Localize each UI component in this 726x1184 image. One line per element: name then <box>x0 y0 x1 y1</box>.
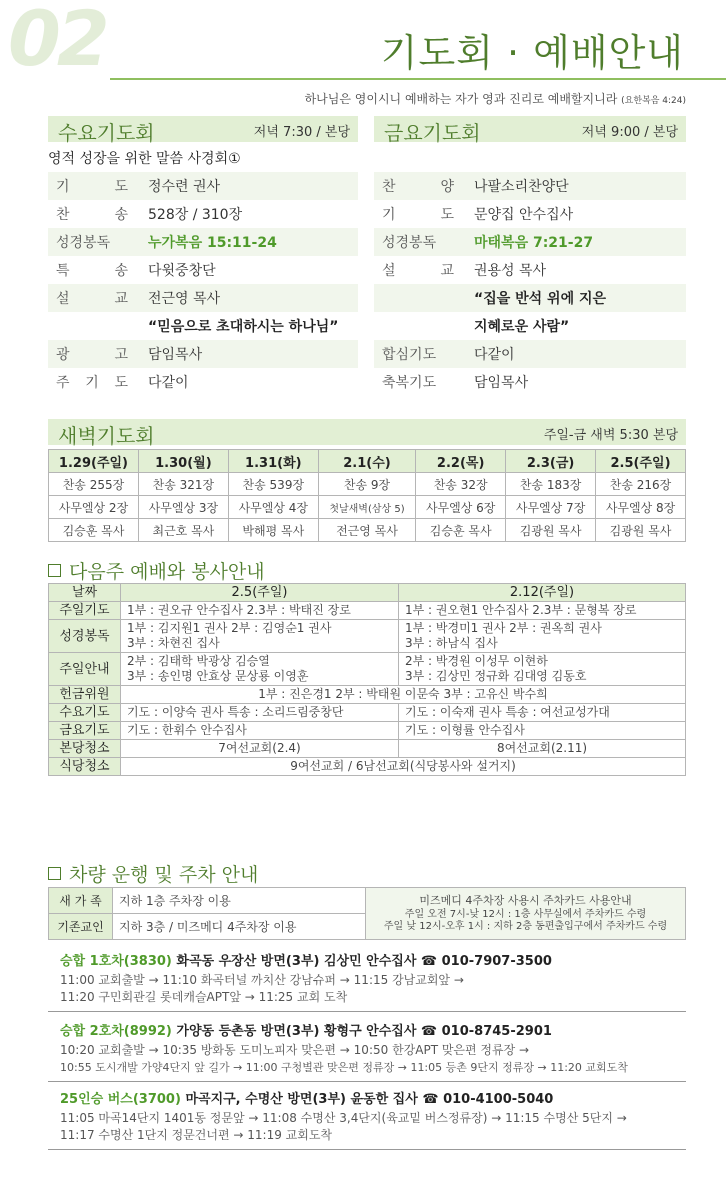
header-date-a: 2.5(주일) <box>121 584 399 602</box>
program-role: 성경봉독 <box>382 235 437 251</box>
row-label: 기존교인 <box>49 914 113 940</box>
dawn-cell-days: 1.30(월) <box>138 450 228 473</box>
program-row <box>374 172 686 200</box>
dawn-prayer-table <box>48 449 686 542</box>
program-row <box>374 284 686 312</box>
dawn-cell-texts: 사무엘상 4장 <box>228 496 318 519</box>
note-line: 주일 낮 12시-오후 1시 : 지하 2층 동편출입구에서 주차카드 수령 <box>383 920 668 932</box>
parking-card-note <box>366 888 686 940</box>
wed-prayer-time: 저녁 7:30 / 본당 <box>253 125 350 140</box>
dawn-prayer-time: 주일-금 새벽 5:30 본당 <box>543 428 678 443</box>
parking-table <box>48 887 686 940</box>
program-value: 다윗중창단 <box>148 263 216 279</box>
note-title: 미즈메디 4주차장 사용시 주차카드 사용안내 <box>419 893 632 907</box>
dawn-cell-days: 1.29(주일) <box>49 450 139 473</box>
program-value: “믿음으로 초대하시는 하나님” <box>148 319 339 335</box>
bus-stop-line: 11:20 구민회관길 롯데캐슬APT앞 → 11:25 교회 도착 <box>60 990 348 1004</box>
bus-name: 승합 1호차(3830) <box>60 954 172 969</box>
program-value: 528장 / 310장 <box>148 207 243 223</box>
table-row <box>49 519 686 542</box>
header-date-label: 날짜 <box>49 584 121 602</box>
cell-a: 7여선교회(2.4) <box>121 740 399 758</box>
bus-name: 승합 2호차(8992) <box>60 1024 172 1039</box>
dawn-cell-days: 2.2(목) <box>416 450 506 473</box>
dawn-cell-texts: 사무엘상 6장 <box>416 496 506 519</box>
bus-stop-line: 10:20 교회출발 → 10:35 방화동 도미노피자 맞은편 → 10:50 한강APT 맞은편 정류장 → <box>60 1043 530 1057</box>
row-label: 성경봉독 <box>49 620 121 653</box>
table-row <box>49 496 686 519</box>
service-table-header <box>49 584 686 602</box>
row-label: 헌금위원 <box>49 686 121 704</box>
program-row <box>48 368 358 396</box>
program-row <box>374 312 686 340</box>
table-row <box>49 602 686 620</box>
dawn-cell-days: 2.3(금) <box>506 450 596 473</box>
program-value: 다같이 <box>474 347 515 363</box>
parking-title <box>48 860 258 887</box>
bus-route <box>48 946 686 1012</box>
cell-a <box>121 620 399 653</box>
program-role: 설 교 <box>382 263 454 279</box>
program-value: 마태복음 7:21-27 <box>474 235 594 251</box>
program-value: 지혜로운 사람” <box>474 319 570 335</box>
table-row <box>49 473 686 496</box>
dawn-cell-preachers: 박해평 목사 <box>228 519 318 542</box>
dawn-cell-texts: 사무엘상 7장 <box>506 496 596 519</box>
bus-direction: 마곡지구, 수명산 방면(3부) <box>185 1092 346 1107</box>
program-row <box>374 256 686 284</box>
cell-merged: 1부 : 진은경1 2부 : 박태원 이문숙 3부 : 고유신 박수희 <box>121 686 686 704</box>
table-row <box>49 888 686 914</box>
wed-prayer-title: 수요기도회 <box>58 121 155 145</box>
program-value: 담임목사 <box>474 375 529 391</box>
program-role: 광 고 <box>56 347 128 363</box>
program-value: 나팔소리찬양단 <box>474 179 569 195</box>
program-role: 주 기 도 <box>56 375 128 391</box>
table-row <box>49 740 686 758</box>
program-row <box>374 228 686 256</box>
dawn-prayer-header <box>48 419 686 448</box>
dawn-cell-preachers: 김승훈 목사 <box>416 519 506 542</box>
bible-verse <box>305 90 686 107</box>
dawn-cell-preachers: 전근영 목사 <box>318 519 415 542</box>
program-role: 찬 양 <box>382 179 454 195</box>
dawn-cell-hymns: 찬송 216장 <box>596 473 686 496</box>
cell-value: 지하 1층 주차장 이용 <box>113 888 366 914</box>
cell-line: 3부 : 하남식 집사 <box>405 636 498 650</box>
cell-line: 1부 : 김지원1 권사 2부 : 김영순1 권사 <box>127 621 332 635</box>
bus-stop-line: 11:05 마곡14단지 1401동 정문앞 → 11:08 수명산 3,4단지(육교밑 버스정류장) → 11:15 수명산 5단지 → <box>60 1111 627 1125</box>
program-role: 합심기도 <box>382 347 437 363</box>
bus-driver: 김상민 안수집사 <box>323 954 417 969</box>
note-line: 주일 오전 7시-낮 12시 : 1층 사무실에서 주차카드 수령 <box>404 908 647 920</box>
program-row <box>374 368 686 396</box>
dawn-cell-hymns: 찬송 539장 <box>228 473 318 496</box>
program-value: 문양집 안수집사 <box>474 207 574 223</box>
bus-stop-line: 11:17 수명산 1단지 정문건너편 → 11:19 교회도착 <box>60 1128 333 1142</box>
program-row <box>48 312 358 340</box>
bus-route <box>48 1084 686 1150</box>
bus-header <box>60 1020 680 1039</box>
program-value: “집을 반석 위에 지은 <box>474 291 607 307</box>
row-label: 새 가 족 <box>49 888 113 914</box>
cell-b <box>399 620 686 653</box>
table-row <box>49 722 686 740</box>
cell-b: 기도 : 이형률 안수집사 <box>399 722 686 740</box>
dawn-cell-days: 1.31(화) <box>228 450 318 473</box>
fri-prayer-title: 금요기도회 <box>384 121 481 145</box>
program-role: 특 송 <box>56 263 128 279</box>
cell-line: 3부 : 김상민 정규화 김대영 김동호 <box>405 669 587 683</box>
next-week-title-text: 다음주 예배와 봉사안내 <box>69 561 265 583</box>
dawn-cell-hymns: 찬송 255장 <box>49 473 139 496</box>
dawn-cell-preachers: 김승훈 목사 <box>49 519 139 542</box>
row-label: 본당청소 <box>49 740 121 758</box>
program-row <box>48 284 358 312</box>
program-role: 기 도 <box>56 179 128 195</box>
bus-header <box>60 950 680 969</box>
wed-prayer-subtitle: 영적 성장을 위한 말씀 사경회① <box>48 151 241 167</box>
program-role: 설 교 <box>56 291 128 307</box>
bus-stop-line: 11:00 교회출발 → 11:10 화곡터널 까치산 강남슈퍼 → 11:15 강남교회앞 → <box>60 973 464 987</box>
bus-stop-line: 10:55 도시개발 가양4단지 앞 길가 → 11:00 구청별관 맞은편 정류장 → 11:05 등촌 9단지 정류장 → 11:20 교회도착 <box>60 1061 628 1074</box>
cell-a: 1부 : 권오규 안수집사 2.3부 : 박태진 장로 <box>121 602 399 620</box>
fri-prayer-header <box>374 116 686 145</box>
bus-phone[interactable]: ☎ 010-8745-2901 <box>420 1024 552 1039</box>
table-row <box>49 620 686 653</box>
service-table <box>48 583 686 776</box>
page-title: 기도회 · 예배안내 <box>380 31 684 75</box>
table-row <box>49 686 686 704</box>
program-value: 다같이 <box>148 375 189 391</box>
bus-route <box>48 1016 686 1082</box>
program-role: 성경봉독 <box>56 235 111 251</box>
bus-driver: 윤동한 집사 <box>350 1092 418 1107</box>
dawn-cell-hymns: 찬송 32장 <box>416 473 506 496</box>
dawn-cell-days: 2.5(주일) <box>596 450 686 473</box>
bus-header <box>60 1088 680 1107</box>
header-date-b: 2.12(주일) <box>399 584 686 602</box>
dawn-cell-days: 2.1(수) <box>318 450 415 473</box>
bus-phone[interactable]: ☎ 010-7907-3500 <box>420 954 552 969</box>
cell-a: 기도 : 이양숙 권사 특송 : 소리드림중창단 <box>121 704 399 722</box>
table-row <box>49 704 686 722</box>
checkbox-square-icon <box>48 867 61 880</box>
dawn-prayer-title: 새벽기도회 <box>58 424 155 448</box>
program-role: 찬 송 <box>56 207 128 223</box>
bus-driver: 황형구 안수집사 <box>323 1024 417 1039</box>
program-role: 축복기도 <box>382 375 437 391</box>
bus-name: 25인승 버스(3700) <box>60 1092 181 1107</box>
row-label: 식당청소 <box>49 758 121 776</box>
verse-reference: (요한복음 4:24) <box>621 96 686 106</box>
table-row <box>49 450 686 473</box>
program-value: 누가복음 15:11-24 <box>148 235 277 251</box>
dawn-cell-texts: 사무엘상 2장 <box>49 496 139 519</box>
cell-line: 3부 : 송인명 안효상 문상룡 이영훈 <box>127 669 309 683</box>
fri-prayer-order <box>374 172 686 396</box>
cell-value: 지하 3층 / 미즈메디 4주차장 이용 <box>113 914 366 940</box>
verse-text: 하나님은 영이시니 예배하는 자가 영과 진리로 예배할지니라 <box>304 92 618 106</box>
dawn-cell-hymns: 찬송 183장 <box>506 473 596 496</box>
bus-phone[interactable]: ☎ 010-4100-5040 <box>422 1092 554 1107</box>
program-value: 전근영 목사 <box>148 291 221 307</box>
row-label: 주일기도 <box>49 602 121 620</box>
dawn-cell-preachers: 김광원 목사 <box>596 519 686 542</box>
wed-prayer-order <box>48 172 358 396</box>
program-row <box>374 200 686 228</box>
program-row <box>374 340 686 368</box>
fri-prayer-time: 저녁 9:00 / 본당 <box>581 125 678 140</box>
program-value: 담임목사 <box>148 347 203 363</box>
program-row <box>48 256 358 284</box>
dawn-cell-hymns: 찬송 9장 <box>318 473 415 496</box>
program-row <box>48 172 358 200</box>
program-row <box>48 340 358 368</box>
program-value: 권용성 목사 <box>474 263 547 279</box>
row-label: 주일안내 <box>49 653 121 686</box>
dawn-cell-texts: 첫날새벽(삼상 5) <box>318 496 415 519</box>
cell-line: 2부 : 박경원 이성무 이현하 <box>405 654 548 668</box>
table-row <box>49 758 686 776</box>
bus-direction: 화곡동 우장산 방면(3부) <box>176 954 320 969</box>
table-row <box>49 653 686 686</box>
cell-line: 3부 : 차현진 집사 <box>127 636 220 650</box>
cell-b: 8여선교회(2.11) <box>399 740 686 758</box>
cell-b <box>399 653 686 686</box>
dawn-cell-preachers: 최근호 목사 <box>138 519 228 542</box>
next-week-title <box>48 557 265 584</box>
title-rule <box>110 78 726 80</box>
cell-a <box>121 653 399 686</box>
bus-direction: 가양동 등촌동 방면(3부) <box>176 1024 320 1039</box>
cell-b: 1부 : 권오현1 안수집사 2.3부 : 문형복 장로 <box>399 602 686 620</box>
cell-a: 기도 : 한휘수 안수집사 <box>121 722 399 740</box>
dawn-cell-preachers: 김광원 목사 <box>506 519 596 542</box>
program-row <box>48 200 358 228</box>
program-row <box>48 228 358 256</box>
parking-title-text: 차량 운행 및 주차 안내 <box>69 864 259 886</box>
row-label: 금요기도 <box>49 722 121 740</box>
row-label: 수요기도 <box>49 704 121 722</box>
program-role: 기 도 <box>382 207 454 223</box>
dawn-cell-hymns: 찬송 321장 <box>138 473 228 496</box>
program-value: 정수련 권사 <box>148 179 221 195</box>
checkbox-square-icon <box>48 564 61 577</box>
dawn-cell-texts: 사무엘상 8장 <box>596 496 686 519</box>
cell-b: 기도 : 이숙재 권사 특송 : 여선교성가대 <box>399 704 686 722</box>
cell-merged: 9여선교회 / 6남선교회(식당봉사와 설거지) <box>121 758 686 776</box>
wed-prayer-header <box>48 116 358 145</box>
page-number: 02 <box>8 0 106 83</box>
cell-line: 2부 : 김태학 박광상 김승열 <box>127 654 270 668</box>
dawn-cell-texts: 사무엘상 3장 <box>138 496 228 519</box>
cell-line: 1부 : 박경미1 권사 2부 : 권옥희 권사 <box>405 621 602 635</box>
